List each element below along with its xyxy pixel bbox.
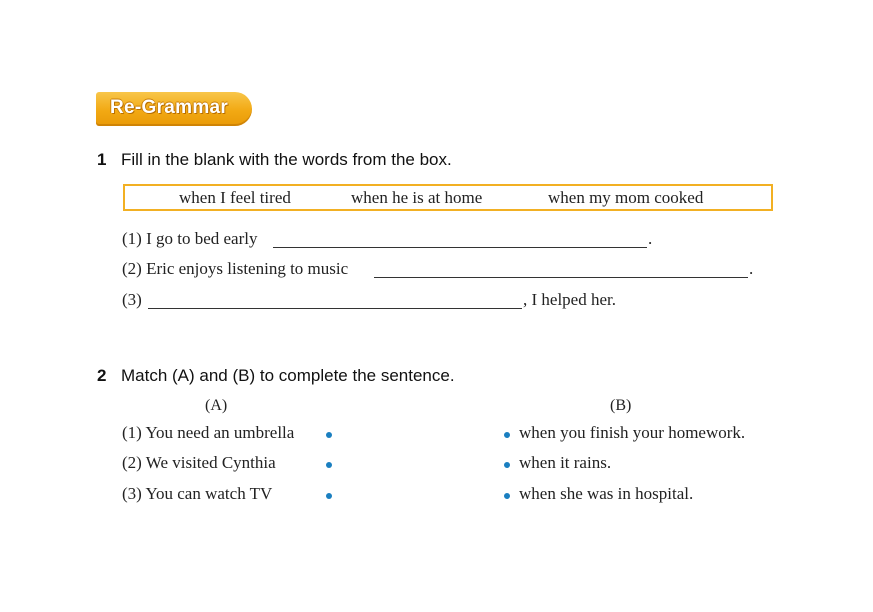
word-box-option: when he is at home <box>351 188 483 207</box>
section-badge <box>96 92 252 126</box>
word-box-option: when my mom cooked <box>548 188 704 207</box>
match-b-dot-3[interactable] <box>504 493 510 499</box>
match-b-dot-1[interactable] <box>504 432 510 438</box>
fill-item-2-suffix: . <box>749 259 754 278</box>
question-2-heading <box>97 366 455 386</box>
question-1-instruction: Fill in the blank with the words from the box. <box>121 150 452 169</box>
question-1-number: 1 <box>97 150 107 169</box>
match-b-dot-2[interactable] <box>504 462 510 468</box>
match-a-dot-3[interactable] <box>326 493 332 499</box>
word-box <box>123 184 773 211</box>
badge-label: Re-Grammar <box>110 97 229 118</box>
question-2-instruction: Match (A) and (B) to complete the sentence. <box>121 366 455 385</box>
match-b-item-1: when you finish your homework. <box>519 423 746 442</box>
fill-item-3-blank[interactable] <box>148 308 522 309</box>
match-a-item-1: (1) You need an umbrella <box>122 423 295 442</box>
word-box-option: when I feel tired <box>179 188 291 207</box>
fill-item-3-text: (3) <box>122 290 142 309</box>
fill-item-1-suffix: . <box>648 229 653 248</box>
fill-item-1-text: (1) I go to bed early <box>122 229 258 248</box>
match-a-item-3: (3) You can watch TV <box>122 484 273 503</box>
match-a-dot-2[interactable] <box>326 462 332 468</box>
match-a-dot-1[interactable] <box>326 432 332 438</box>
column-a-header: (A) <box>205 397 228 414</box>
fill-item-1-blank[interactable] <box>273 247 647 248</box>
fill-item-2-text: (2) Eric enjoys listening to music <box>122 259 349 278</box>
fill-item-2-blank[interactable] <box>374 277 748 278</box>
fill-item-3-suffix: , I helped her. <box>523 290 616 309</box>
question-2-number: 2 <box>97 366 107 385</box>
match-a-item-2: (2) We visited Cynthia <box>122 453 276 472</box>
column-b-header: (B) <box>610 397 632 414</box>
match-b-item-3: when she was in hospital. <box>519 484 694 503</box>
question-1-heading <box>97 150 452 170</box>
match-b-item-2: when it rains. <box>519 453 612 472</box>
